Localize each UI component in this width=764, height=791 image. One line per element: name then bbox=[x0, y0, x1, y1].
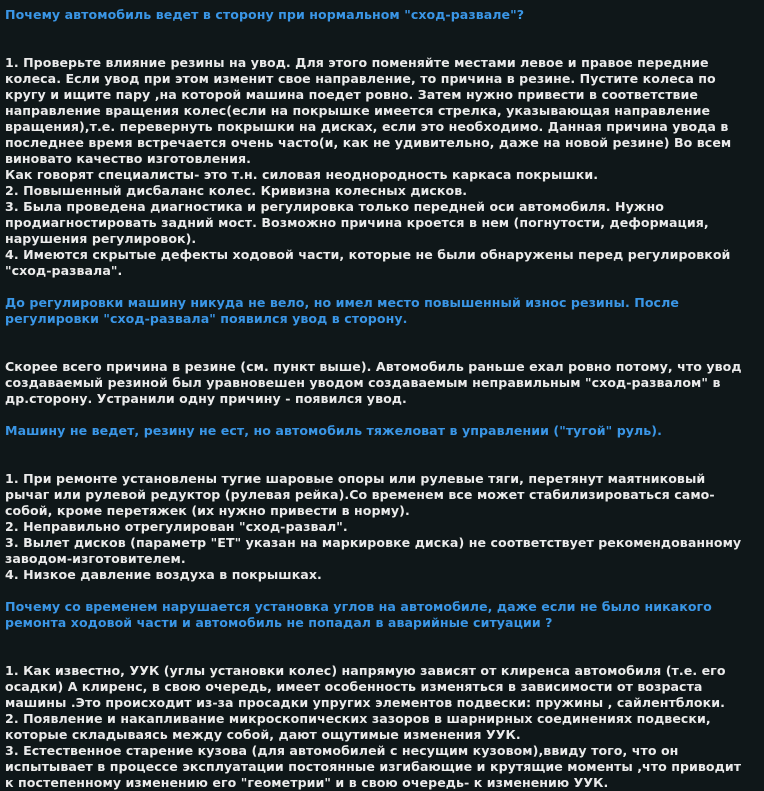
answer-line: 2. Появление и накапливание микроскопических зазоров в шарнирных соединениях подвески, bbox=[5, 711, 711, 726]
spacer bbox=[5, 631, 760, 647]
spacer bbox=[5, 39, 760, 55]
answer-line: колеса. Если увод при этом изменит свое направление, то причина в резине. Пустите колеса по bbox=[5, 71, 716, 86]
spacer bbox=[5, 583, 760, 599]
answer-line: 3. Была проведена диагностика и регулировка только передней оси автомобиля. Нужно bbox=[5, 199, 664, 214]
faq-question-4 bbox=[5, 599, 760, 631]
faq-answer-3 bbox=[5, 471, 760, 583]
spacer bbox=[5, 647, 760, 663]
spacer bbox=[5, 343, 760, 359]
answer-line: собой, кроме перетяжек (их нужно привести в норму). bbox=[5, 503, 410, 518]
answer-line: Как говорят специалисты- это т.н. силовая неоднородность каркаса покрышки. bbox=[5, 167, 599, 182]
faq-answer-1 bbox=[5, 55, 760, 279]
question-line: Почему автомобиль ведет в сторону при нормальном "сход-развале"? bbox=[5, 7, 525, 22]
answer-line: виновато качество изготовления. bbox=[5, 151, 251, 166]
answer-line: 4. Имеются скрытые дефекты ходовой части, которые не были обнаружены перед регулировкой bbox=[5, 247, 731, 262]
question-line: ремонта ходовой части и автомобиль не попадал в аварийные ситуации ? bbox=[5, 615, 553, 630]
answer-line: "сход-развала". bbox=[5, 263, 123, 278]
answer-line: 2. Неправильно отрегулирован "сход-развал". bbox=[5, 519, 348, 534]
faq-question-1 bbox=[5, 7, 760, 23]
answer-line: нарушения регулировок). bbox=[5, 231, 197, 246]
answer-line: машины .Это происходит из-за просадки упругих элементов подвески: пружины , сайлентблоки. bbox=[5, 695, 725, 710]
question-line: регулировки "сход-развала" появился увод в сторону. bbox=[5, 311, 408, 326]
answer-line: 1. Проверьте влияние резины на увод. Для этого поменяйте местами левое и правое передние bbox=[5, 55, 709, 70]
answer-line: продиагностировать задний мост. Возможно причина кроется в нем (погнутости, деформация, bbox=[5, 215, 709, 230]
answer-line: к постепенному изменению его "геометрии" и в свою очередь- к изменению УУК. bbox=[5, 775, 609, 790]
question-line: Почему со временем нарушается установка углов на автомобиле, даже если не было никакого bbox=[5, 599, 712, 614]
answer-line: осадки) А клиренс, в свою очередь, имеет особенность изменяться в зависимости от возраста bbox=[5, 679, 703, 694]
answer-line: кругу и ищите пару ,на которой машина поедет ровно. Затем нужно привести в соответствие bbox=[5, 87, 699, 102]
spacer bbox=[5, 279, 760, 295]
spacer bbox=[5, 407, 760, 423]
answer-line: 1. При ремонте установлены тугие шаровые опоры или рулевые тяги, перетянут маятниковый bbox=[5, 471, 706, 486]
spacer bbox=[5, 327, 760, 343]
answer-line: испытывает в процессе эксплуатации постоянные изгибающие и крутящие моменты ,что приводит bbox=[5, 759, 742, 774]
answer-line: 1. Как известно, УУК (углы установки колес) напрямую зависят от клиренса автомобиля (т.е. его bbox=[5, 663, 726, 678]
answer-line: заводом-изготовителем. bbox=[5, 551, 186, 566]
spacer bbox=[5, 455, 760, 471]
answer-line: которые складываясь между собой, дают ощутимые изменения УУК. bbox=[5, 727, 521, 742]
answer-line: 4. Низкое давление воздуха в покрышках. bbox=[5, 567, 322, 582]
answer-line: рычаг или рулевой редуктор (рулевая рейка).Со временем все может стабилизироваться само- bbox=[5, 487, 715, 502]
answer-line: направление вращения колес(если на покрышке имеется стрелка, указывающая направление bbox=[5, 103, 711, 118]
faq-question-3 bbox=[5, 423, 760, 439]
answer-line: др.сторону. Устранили одну причину - появился увод. bbox=[5, 391, 407, 406]
answer-line: Скорее всего причина в резине (см. пункт выше). Автомобиль раньше ехал ровно потому, что увод bbox=[5, 359, 742, 374]
question-line: Машину не ведет, резину не ест, но автомобиль тяжеловат в управлении ("тугой" руль). bbox=[5, 423, 662, 438]
spacer bbox=[5, 439, 760, 455]
answer-line: 2. Повышенный дисбаланс колес. Кривизна колесных дисков. bbox=[5, 183, 468, 198]
answer-line: 3. Естественное старение кузова (для автомобилей с несущим кузовом),ввиду того, что он bbox=[5, 743, 679, 758]
faq-answer-2 bbox=[5, 359, 760, 407]
faq-question-2 bbox=[5, 295, 760, 327]
answer-line: 3. Вылет дисков (параметр "ET" указан на маркировке диска) не соответствует рекомендованному bbox=[5, 535, 742, 550]
answer-line: создаваемый резиной был уравновешен уводом создаваемым неправильным "сход-развалом" в bbox=[5, 375, 721, 390]
answer-line: вращения),т.е. перевернуть покрышки на дисках, если это необходимо. Данная причина увода в bbox=[5, 119, 729, 134]
spacer bbox=[5, 23, 760, 39]
answer-line: последнее время встречается очень часто(и, как не удивительно, даже на новой резине) Во всем bbox=[5, 135, 732, 150]
faq-answer-4 bbox=[5, 663, 760, 791]
question-line: До регулировки машину никуда не вело, но имел место повышенный износ резины. После bbox=[5, 295, 679, 310]
